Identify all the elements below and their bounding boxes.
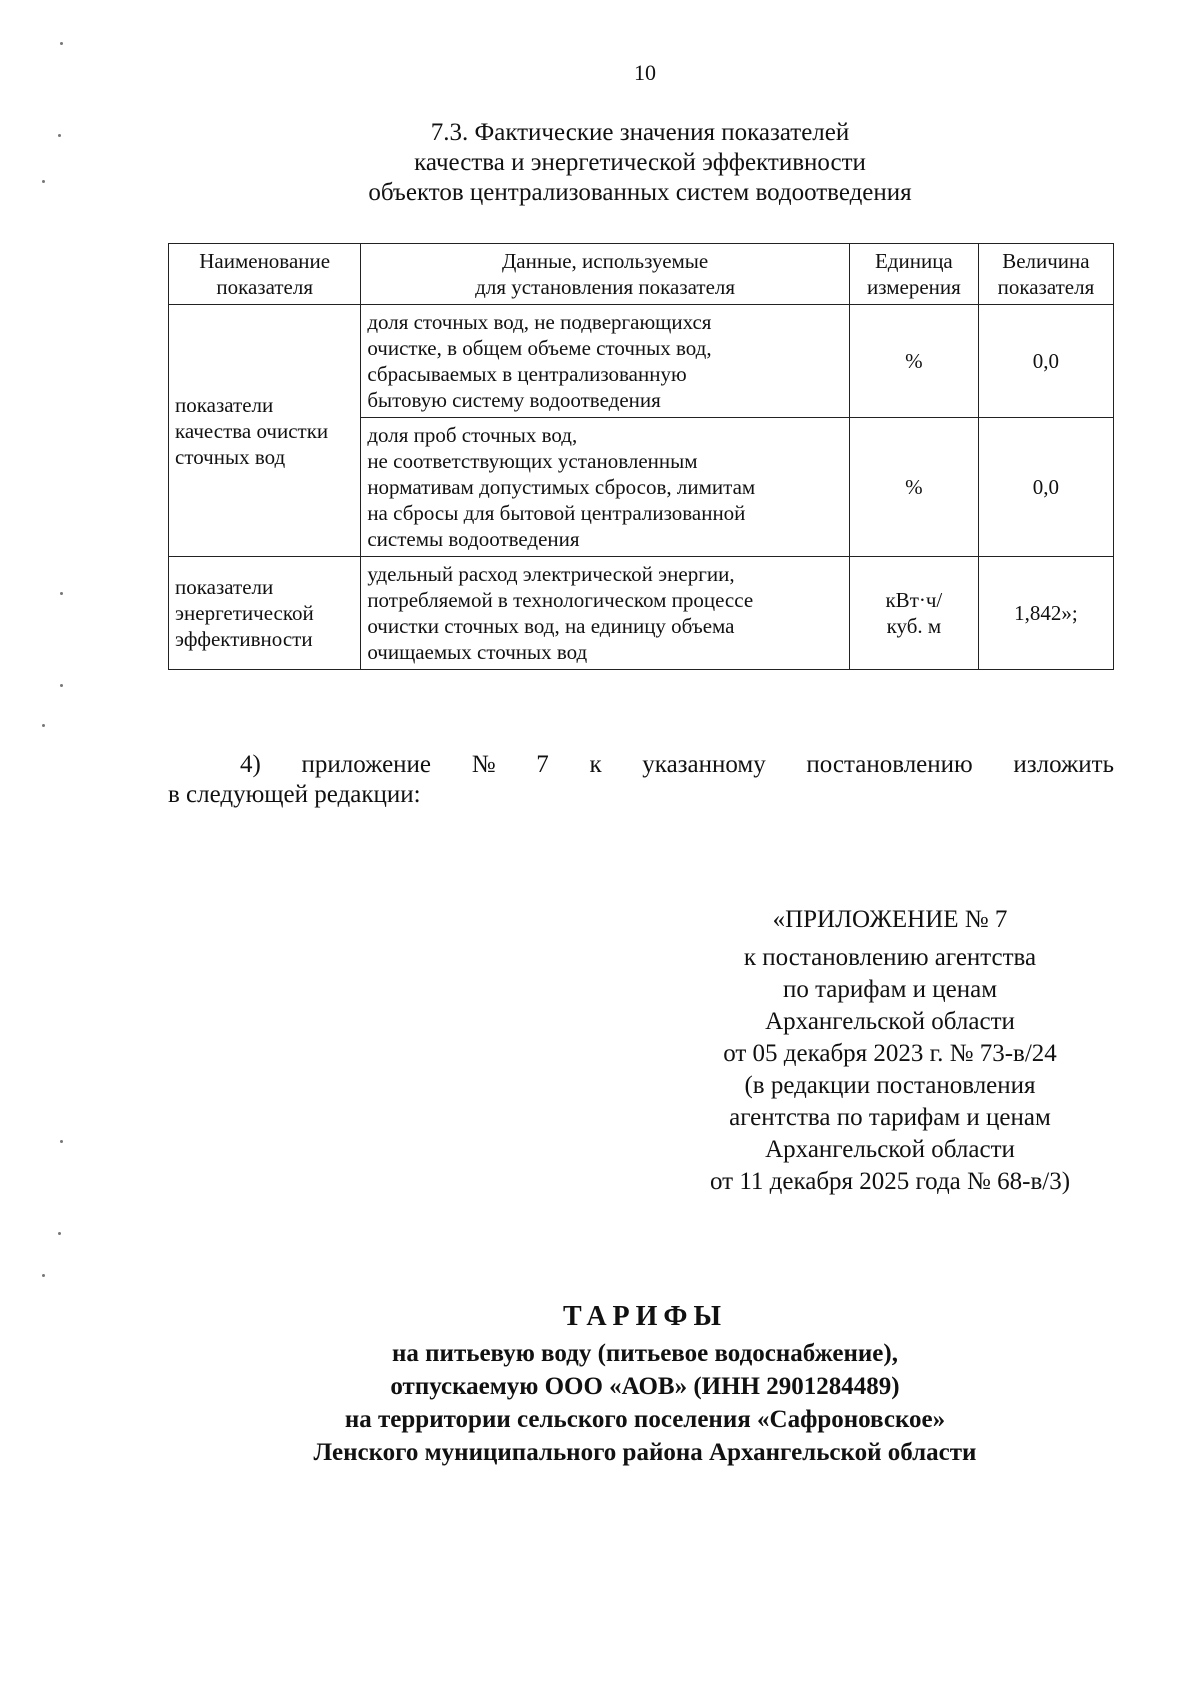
header-unit-line: Единица — [874, 249, 953, 273]
scan-speck — [42, 180, 45, 183]
header-value — [978, 244, 1113, 305]
tariffs-line: Ленского муниципального района Архангельской области — [313, 1439, 977, 1466]
appendix-line: к постановлению агентства — [743, 944, 1037, 971]
indicator-group-name — [169, 305, 361, 557]
indicator-data — [361, 557, 850, 670]
data-line: нормативам допустимых сбросов, лимитам — [367, 475, 756, 499]
instruction-word: приложение — [301, 751, 432, 778]
appendix-line: агентства по тарифам и ценам — [729, 1104, 1051, 1131]
appendix-line: по тарифам и ценам — [782, 976, 998, 1003]
instruction-word: 7 — [536, 751, 549, 778]
scan-speck — [58, 134, 61, 137]
data-line: доля проб сточных вод, — [367, 423, 578, 447]
header-unit-line: измерения — [866, 275, 961, 299]
scan-speck — [60, 1140, 63, 1143]
scan-speck — [60, 42, 63, 45]
appendix-line: Архангельской области — [765, 1136, 1015, 1163]
tariffs-heading: ТАРИФЫ — [563, 1301, 727, 1332]
data-line: сбрасываемых в централизованную — [367, 362, 687, 386]
section-title-line: объектов централизованных систем водоотведения — [368, 179, 912, 206]
scan-speck — [42, 1274, 45, 1277]
instruction-line: в следующей редакции: — [168, 781, 421, 808]
section-title — [300, 118, 980, 208]
data-line: системы водоотведения — [367, 527, 580, 551]
indicator-value: 1,842»; — [978, 557, 1113, 670]
header-name — [169, 244, 361, 305]
group-name-line: эффективности — [175, 627, 313, 651]
data-line: не соответствующих установленным — [367, 449, 698, 473]
instruction-word: указанному — [642, 751, 766, 778]
header-value-line: показателя — [997, 275, 1095, 299]
instruction-word: к — [589, 751, 602, 778]
tariffs-line: отпускаемую ООО «АОВ» (ИНН 2901284489) — [390, 1373, 900, 1400]
indicator-data — [361, 418, 850, 557]
data-line: удельный расход электрической энергии, — [367, 562, 735, 586]
scan-speck — [60, 684, 63, 687]
instruction-word: № — [471, 751, 496, 778]
header-value-line: Величина — [1002, 249, 1090, 273]
section-title-line: качества и энергетической эффективности — [414, 149, 866, 176]
appendix-line: от 05 декабря 2023 г. № 73-в/24 — [723, 1040, 1057, 1067]
data-line: очищаемых сточных вод — [367, 640, 588, 664]
appendix-header — [660, 904, 1120, 1198]
header-data — [361, 244, 850, 305]
indicator-unit — [849, 557, 978, 670]
header-name-line: показателя — [216, 275, 313, 299]
table-header-row — [169, 244, 1114, 305]
indicator-group-name — [169, 557, 361, 670]
instruction-word: изложить — [1013, 751, 1114, 778]
indicator-unit: % — [849, 305, 978, 418]
tariffs-line: на питьевую воду (питьевое водоснабжение), — [392, 1340, 898, 1367]
indicator-value: 0,0 — [978, 305, 1113, 418]
unit-line: кВт·ч/ — [885, 588, 943, 612]
table-row — [169, 557, 1114, 670]
data-line: очистки сточных вод, на единицу объема — [367, 614, 735, 638]
instruction-word: постановлению — [806, 751, 973, 778]
appendix-title: «ПРИЛОЖЕНИЕ № 7 — [772, 906, 1008, 933]
header-data-line: для установления показателя — [475, 275, 736, 299]
instruction-word: 4) — [240, 751, 261, 778]
appendix-line: (в редакции постановления — [744, 1072, 1036, 1099]
page-number: 10 — [634, 60, 656, 85]
header-unit — [849, 244, 978, 305]
indicator-value: 0,0 — [978, 418, 1113, 557]
instruction-paragraph — [168, 750, 1114, 810]
data-line: на сбросы для бытовой централизованной — [367, 501, 746, 525]
data-line: бытовую систему водоотведения — [367, 388, 661, 412]
tariffs-line: на территории сельского поселения «Сафроновское» — [344, 1406, 946, 1433]
group-name-line: сточных вод — [175, 444, 286, 469]
section-title-line: 7.3. Фактические значения показателей — [430, 119, 850, 146]
scan-speck — [58, 1232, 61, 1235]
group-name-line: показатели — [175, 392, 274, 417]
appendix-line: от 11 декабря 2025 года № 68-в/3) — [709, 1168, 1071, 1195]
header-name-line: Наименование — [199, 249, 331, 273]
header-data-line: Данные, используемые — [501, 249, 709, 273]
data-line: очистке, в общем объеме сточных вод, — [367, 336, 712, 360]
indicators-table — [168, 243, 1114, 670]
group-name-line: показатели — [175, 575, 274, 599]
indicator-unit: % — [849, 418, 978, 557]
scan-speck — [60, 592, 63, 595]
indicator-data — [361, 305, 850, 418]
data-line: доля сточных вод, не подвергающихся — [367, 310, 712, 334]
tariffs-title-block — [200, 1300, 1090, 1469]
table-row — [169, 305, 1114, 418]
unit-line: куб. м — [886, 614, 942, 638]
data-line: потребляемой в технологическом процессе — [367, 588, 754, 612]
scan-speck — [42, 724, 45, 727]
appendix-line: Архангельской области — [765, 1008, 1015, 1035]
group-name-line: энергетической — [175, 601, 314, 625]
instruction-line — [168, 750, 1114, 780]
group-name-line: качества очистки — [175, 418, 329, 443]
